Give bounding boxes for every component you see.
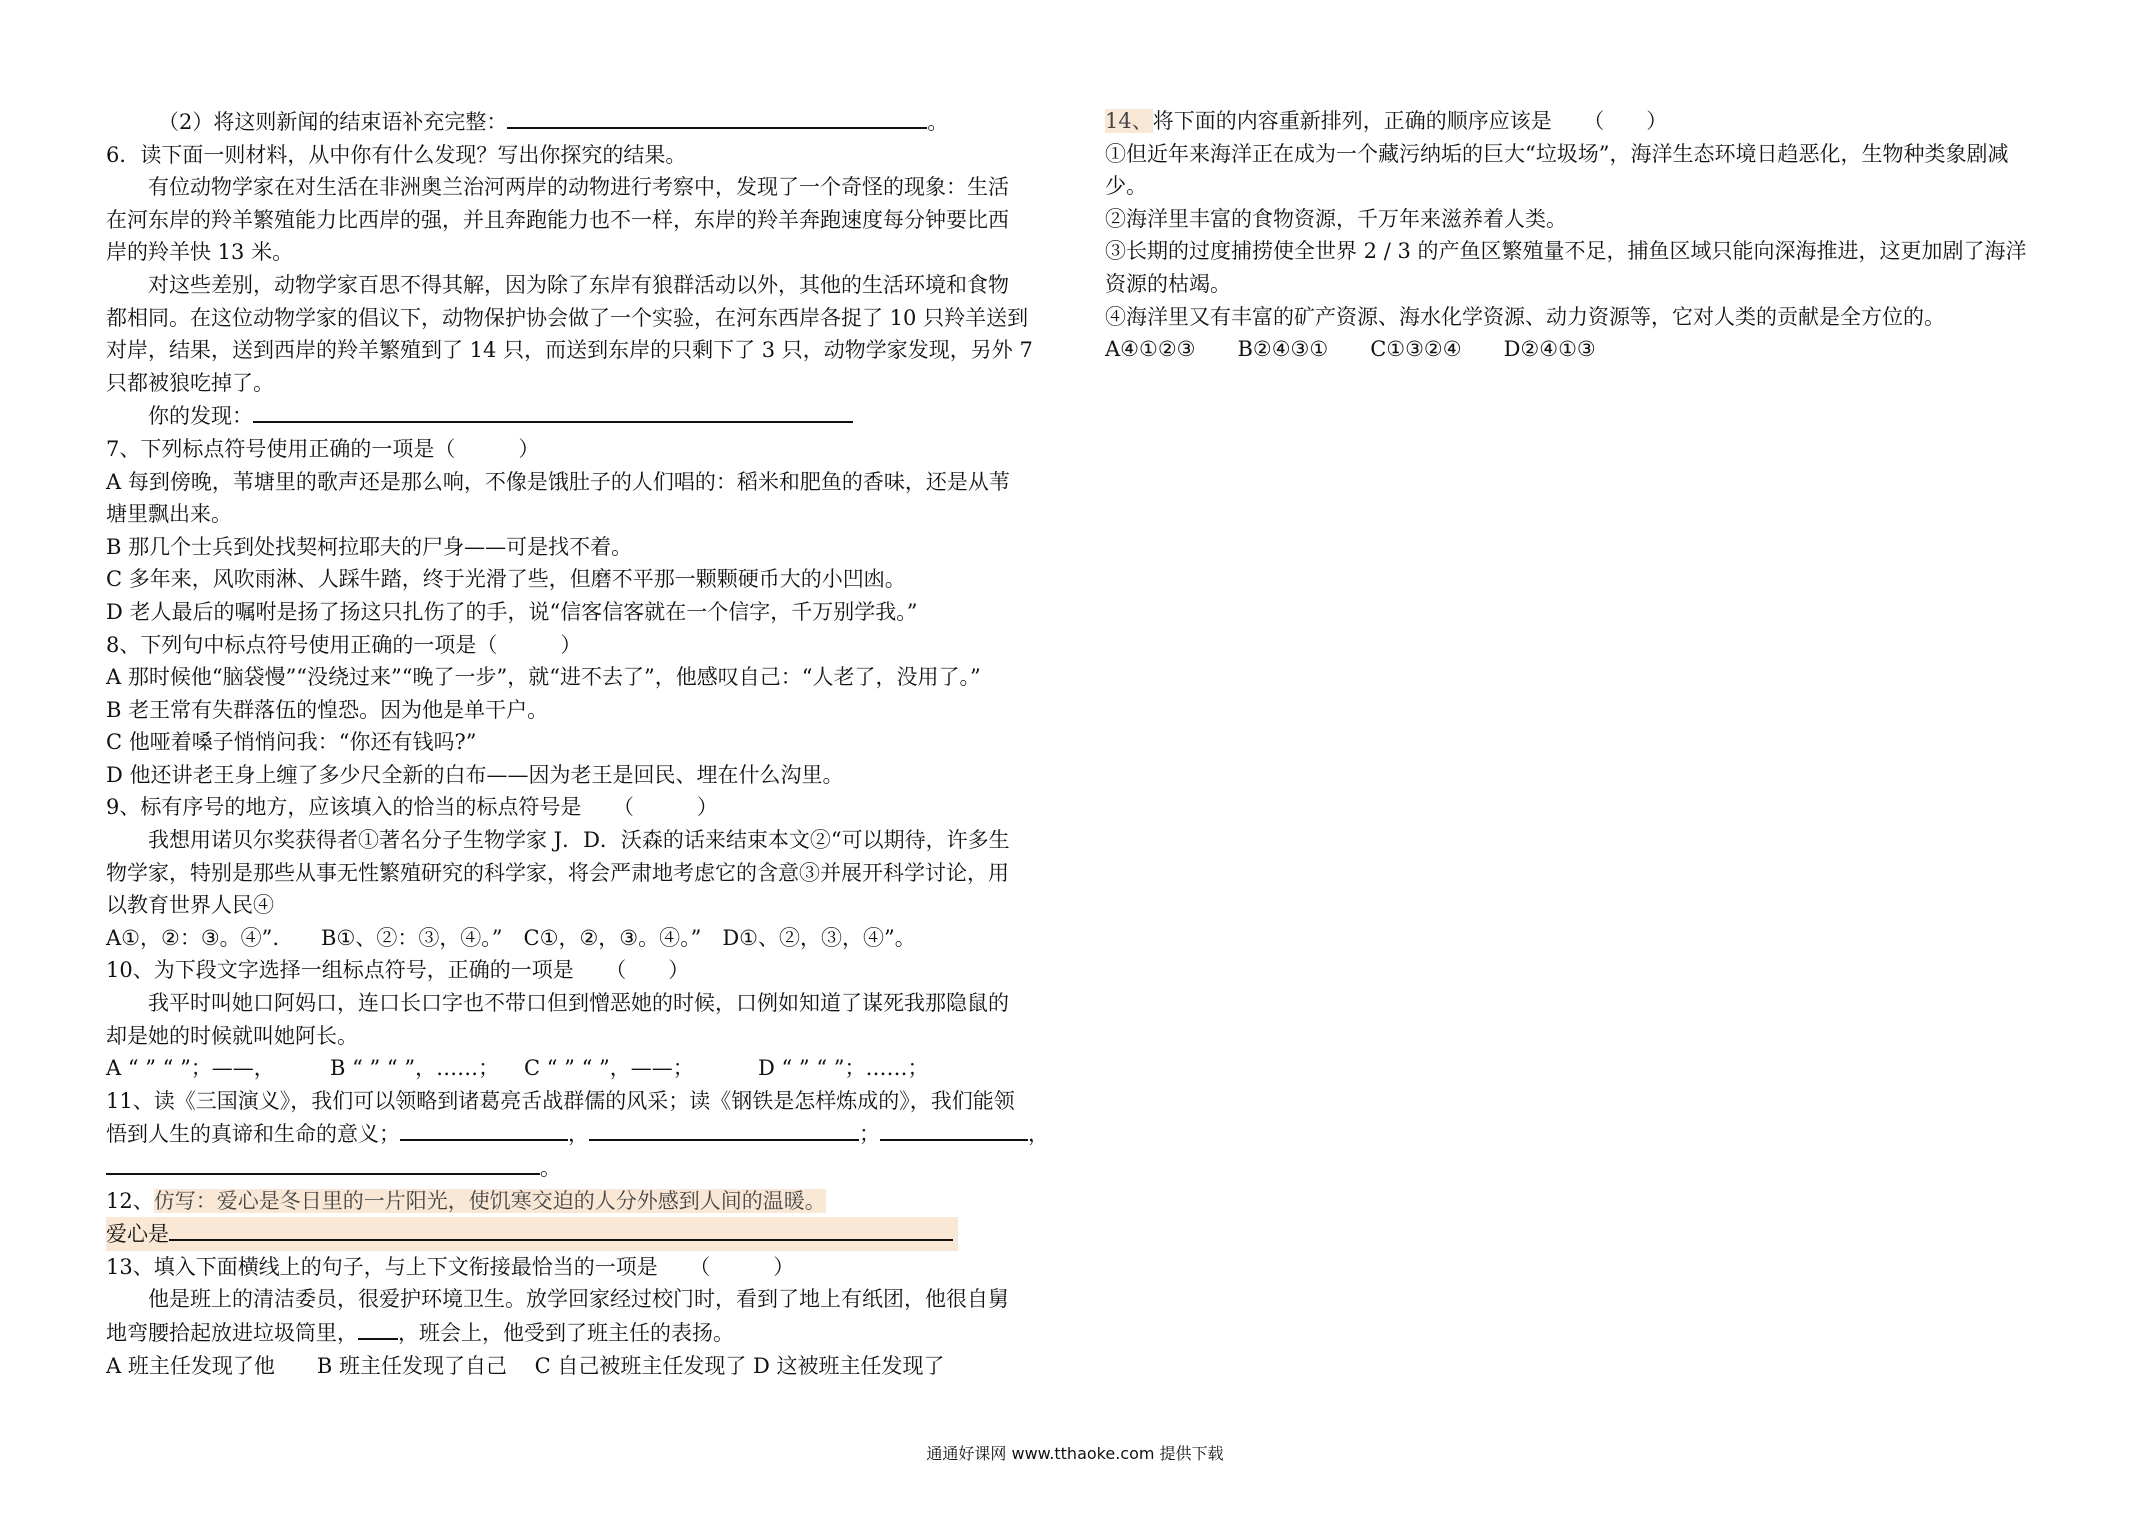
q11-punct: ， <box>568 1122 589 1147</box>
q5-2-prompt: （2）将这则新闻的结束语补充完整： <box>158 110 508 134</box>
q5-2-line <box>106 105 1066 139</box>
q7-title: 7、下列标点符号使用正确的一项是（ ） <box>106 436 540 461</box>
page-footer: 通通好课网 www.tthaoke.com 提供下载 <box>926 1444 1224 1463</box>
q10-options <box>106 1052 1066 1085</box>
q9-para-line: 物学家，特别是那些从事无性繁殖研究的科学家，将会严肃地考虑它的含意③并展开科学讨论，用 <box>106 860 1009 885</box>
q14-sentence-2: ②海洋里丰富的食物资源，千万年来滋养着人类。 <box>1105 206 1567 231</box>
q14-sentence-4: ④海洋里又有丰富的矿产资源、海水化学资源、动力资源等，它对人类的贡献是全方位的。 <box>1105 304 1945 329</box>
q12-prompt: 仿写：爱心是冬日里的一片阳光，使饥寒交迫的人分外感到人间的温暖。 <box>153 1188 826 1213</box>
answer-blank[interactable] <box>507 105 927 129</box>
q14-options: A④①②③ B②④③① C①③②④ D②④①③ <box>1105 337 1596 362</box>
q6-para1-line: 岸的羚羊快 13 米。 <box>106 240 294 265</box>
q11-line <box>106 1117 1066 1151</box>
q6-answer-line <box>106 399 1066 433</box>
q10-option-d: D “ ” “ ”；……； <box>758 1056 929 1081</box>
q8-option-c: C 他哑着嗓子悄悄问我：“你还有钱吗?” <box>106 730 477 755</box>
answer-blank[interactable] <box>106 1151 540 1175</box>
q11-prompt: 悟到人生的真谛和生命的意义； <box>106 1122 400 1147</box>
answer-blank[interactable] <box>880 1117 1028 1141</box>
q12-answer-label: 爱心是 <box>106 1222 169 1247</box>
q13-text: 地弯腰拾起放进垃圾筒里， <box>106 1320 358 1345</box>
q11-punct: ， <box>1028 1122 1049 1147</box>
q8-option-a: A 那时候他“脑袋慢”“没绕过来”“晚了一步”，就“进不去了”，他感叹自己：“人老了，没用了。” <box>106 665 981 690</box>
q14-sentence-1: ①但近年来海洋正在成为一个藏污纳垢的巨大“垃圾场”，海洋生态环境日趋恶化，生物种类象剧减 <box>1105 141 2009 166</box>
answer-blank[interactable] <box>169 1217 953 1241</box>
q5-2-suffix: 。 <box>927 110 949 134</box>
q7-option-c: C 多年来，风吹雨淋、人踩牛踏，终于光滑了些，但磨不平那一颗颗硬币大的小凹凼。 <box>106 567 906 592</box>
q13-text: ，班会上，他受到了班主任的表扬。 <box>398 1320 734 1345</box>
q14-number: 14、 <box>1105 109 1153 133</box>
q10-para-line: 却是她的时候就叫她阿长。 <box>106 1023 358 1048</box>
q12-highlight <box>106 1217 958 1251</box>
q13-para-line: 他是班上的清洁委员，很爱护环境卫生。放学回家经过校门时，看到了地上有纸团，他很自舅 <box>148 1287 1009 1312</box>
q14-sentence-3-cont: 资源的枯竭。 <box>1105 271 1231 296</box>
answer-blank[interactable] <box>589 1117 859 1141</box>
q10-option-a: A “ ” “ ”；——， <box>106 1056 275 1081</box>
q10-option-c: C “ ” “ ”，——； <box>524 1056 694 1081</box>
q13-options: A 班主任发现了他 B 班主任发现了自己 C 自己被班主任发现了 D 这被班主任发现了 <box>106 1353 945 1378</box>
q7-option-a: A 每到傍晚，苇塘里的歌声还是那么响，不像是饿肚子的人们唱的：稻米和肥鱼的香味，还是从苇 <box>106 469 1010 494</box>
q7-option-a-cont: 塘里飘出来。 <box>106 502 232 527</box>
q6-para2-line: 对岸，结果，送到西岸的羚羊繁殖到了 14 只，而送到东岸的只剩下了 3 只，动物学家发现，另外 7 <box>106 338 1033 363</box>
q13-para-line <box>106 1316 1066 1350</box>
q6-answer-label: 你的发现： <box>148 404 253 429</box>
q11-line <box>106 1151 1066 1185</box>
q14-sentence-3: ③长期的过度捕捞使全世界 2 / 3 的产鱼区繁殖量不足，捕鱼区域只能向深海推进，这更加剧了海洋 <box>1105 239 2027 264</box>
q7-option-b: B 那几个士兵到处找契柯拉耶夫的尸身——可是找不着。 <box>106 534 633 559</box>
q9-para-line: 以教育世界人民④ <box>106 893 274 918</box>
q9-options: A①，②：③。④”. B①、②：③，④。” C①，②，③。④。” D①、②，③，④”。 <box>106 925 916 950</box>
q13-title: 13、填入下面横线上的句子，与上下文衔接最恰当的一项是 （ ） <box>106 1254 795 1279</box>
q14-prompt: 将下面的内容重新排列，正确的顺序应该是 （ ） <box>1152 109 1668 133</box>
q8-option-b: B 老王常有失群落伍的惶恐。因为他是单干户。 <box>106 697 549 722</box>
q12-number: 12、 <box>106 1188 154 1213</box>
q8-title: 8、下列句中标点符号使用正确的一项是（ ） <box>106 632 582 657</box>
q12-answer-line <box>106 1217 1066 1251</box>
q11-punct: ； <box>859 1122 880 1147</box>
q8-option-d: D 他还讲老王身上缠了多少尺全新的白布——因为老王是回民、埋在什么沟里。 <box>106 762 844 787</box>
q6-para2-line: 都相同。在这位动物学家的倡议下，动物保护协会做了一个实验，在河东西岸各捉了 10 只羚羊送到 <box>106 305 1029 330</box>
q9-title: 9、标有序号的地方，应该填入的恰当的标点符号是 （ ） <box>106 795 718 820</box>
answer-blank[interactable] <box>253 399 853 423</box>
q9-para-line: 我想用诺贝尔奖获得者①著名分子生物学家 J．D．沃森的话来结束本文②“可以期待，许多生 <box>148 828 1010 853</box>
q6-para2-line: 只都被狼吃掉了。 <box>106 370 274 395</box>
q11-line: 11、读《三国演义》，我们可以领略到诸葛亮舌战群儒的风采；读《钢铁是怎样炼成的》，我们能领 <box>106 1088 1015 1113</box>
answer-blank[interactable] <box>358 1316 398 1340</box>
right-column <box>1105 105 2065 366</box>
q10-option-b: B “ ” “ ”，……； <box>330 1056 500 1081</box>
q6-title: 6．读下面一则材料，从中你有什么发现？写出你探究的结果。 <box>106 142 687 167</box>
q6-para2-line: 对这些差别，动物学家百思不得其解，因为除了东岸有狼群活动以外，其他的生活环境和食物 <box>148 272 1009 297</box>
q12-title <box>106 1185 1066 1218</box>
q11-punct: 。 <box>540 1156 561 1180</box>
q10-para-line: 我平时叫她口阿妈口，连口长口字也不带口但到憎恶她的时候，口例如知道了谋死我那隐鼠的 <box>148 991 1009 1016</box>
q7-option-d: D 老人最后的嘱咐是扬了扬这只扎伤了的手，说“信客信客就在一个信字，千万别学我。” <box>106 599 918 624</box>
answer-blank[interactable] <box>400 1117 568 1141</box>
q6-para1-line: 在河东岸的羚羊繁殖能力比西岸的强，并且奔跑能力也不一样，东岸的羚羊奔跑速度每分钟要比西 <box>106 207 1009 232</box>
q6-para1-line: 有位动物学家在对生活在非洲奥兰治河两岸的动物进行考察中，发现了一个奇怪的现象：生活 <box>148 175 1009 200</box>
q14-sentence-1-cont: 少。 <box>1105 174 1147 199</box>
left-column <box>106 105 1066 1382</box>
q14-title <box>1105 105 2065 138</box>
q10-title: 10、为下段文字选择一组标点符号，正确的一项是 （ ） <box>106 958 690 983</box>
